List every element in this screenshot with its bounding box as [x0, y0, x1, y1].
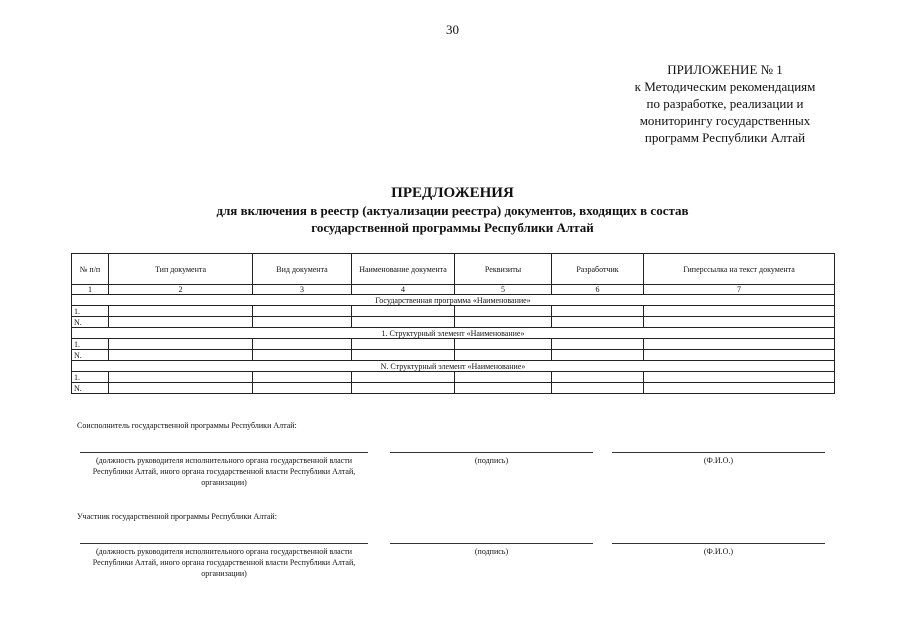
row-number: 1. — [72, 372, 109, 383]
table-cell — [109, 317, 253, 328]
co-executor-heading: Соисполнитель государственной программы Республики Алтай: — [77, 421, 297, 430]
row-number: N. — [72, 383, 109, 394]
table-cell — [352, 306, 455, 317]
table-cell — [552, 306, 644, 317]
section-title: 1. Структурный элемент «Наименование» — [72, 328, 835, 339]
table-cell — [253, 317, 352, 328]
col-header-hyperlink: Гиперссылка на текст документа — [644, 254, 835, 285]
table-cell — [455, 372, 552, 383]
table-cell — [644, 383, 835, 394]
section-row — [72, 361, 835, 372]
row-number: N. — [72, 317, 109, 328]
col-header-details: Реквизиты — [455, 254, 552, 285]
page-number: 30 — [446, 22, 459, 37]
table-cell — [253, 350, 352, 361]
title-main: ПРЕДЛОЖЕНИЯ — [391, 185, 514, 201]
table-row — [72, 383, 835, 394]
table-cell — [352, 383, 455, 394]
table-cell — [109, 339, 253, 350]
col-header-doc-name: Наименование документа — [352, 254, 455, 285]
table-cell — [352, 317, 455, 328]
table-cell — [253, 339, 352, 350]
registry-table — [71, 253, 835, 394]
column-number-row — [72, 285, 835, 295]
signature-line — [390, 543, 593, 544]
column-number: 5 — [455, 285, 552, 295]
name-line — [612, 543, 825, 544]
table-cell — [644, 306, 835, 317]
appendix-line: программ Республики Алтай — [644, 130, 806, 145]
row-number: 1. — [72, 306, 109, 317]
table-header-row — [72, 254, 835, 285]
table-cell — [253, 372, 352, 383]
appendix-line: мониторингу государственных — [639, 113, 811, 128]
table-cell — [552, 372, 644, 383]
column-number: 7 — [644, 285, 835, 295]
section-title: N. Структурный элемент «Наименование» — [72, 361, 835, 372]
participant-heading: Участник государственной программы Республики Алтай: — [77, 512, 277, 521]
row-number: 1. — [72, 339, 109, 350]
section-title: Государственная программа «Наименование» — [72, 295, 835, 306]
table-cell — [352, 350, 455, 361]
table-cell — [109, 372, 253, 383]
table-cell — [352, 372, 455, 383]
appendix-line: к Методическим рекомендациям — [634, 79, 816, 94]
table-cell — [253, 306, 352, 317]
table-cell — [552, 350, 644, 361]
section-row — [72, 295, 835, 306]
title-line-3: государственной программы Республики Алтай — [311, 220, 594, 235]
name-line — [612, 452, 825, 453]
section-row — [72, 328, 835, 339]
table-cell — [455, 350, 552, 361]
column-number: 6 — [552, 285, 644, 295]
position-line — [80, 452, 368, 453]
appendix-block — [580, 61, 870, 146]
column-number: 1 — [72, 285, 109, 295]
col-header-doc-kind: Вид документа — [253, 254, 352, 285]
table-cell — [552, 383, 644, 394]
column-number: 3 — [253, 285, 352, 295]
position-note: (должность руководителя исполнительного органа государственной власти Республики Алтай, иного органа государственной власти Республики Алтай, организации) — [92, 547, 356, 578]
position-note: (должность руководителя исполнительного органа государственной власти Республики Алтай, иного органа государственной власти Республики Алтай, организации) — [92, 456, 356, 487]
appendix-line: ПРИЛОЖЕНИЕ № 1 — [667, 62, 783, 77]
table-cell — [552, 339, 644, 350]
table-cell — [455, 383, 552, 394]
col-header-developer: Разработчик — [552, 254, 644, 285]
table-cell — [455, 339, 552, 350]
table-cell — [109, 383, 253, 394]
document-title — [100, 185, 805, 236]
table-row — [72, 317, 835, 328]
signature-label: (подпись) — [474, 547, 509, 556]
position-line — [80, 543, 368, 544]
signature-label: (подпись) — [474, 456, 509, 465]
column-number: 4 — [352, 285, 455, 295]
name-label: (Ф.И.О.) — [703, 456, 734, 465]
table-cell — [644, 317, 835, 328]
row-number: N. — [72, 350, 109, 361]
table-cell — [644, 339, 835, 350]
table-row — [72, 339, 835, 350]
col-header-doc-type: Тип документа — [109, 254, 253, 285]
signature-line — [390, 452, 593, 453]
name-label: (Ф.И.О.) — [703, 547, 734, 556]
table-cell — [455, 317, 552, 328]
table-cell — [644, 372, 835, 383]
table-row — [72, 350, 835, 361]
table-row — [72, 306, 835, 317]
table-cell — [352, 339, 455, 350]
col-header-number: № п/п — [72, 254, 109, 285]
table-row — [72, 372, 835, 383]
table-cell — [455, 306, 552, 317]
table-cell — [109, 350, 253, 361]
column-number: 2 — [109, 285, 253, 295]
table-cell — [552, 317, 644, 328]
table-cell — [253, 383, 352, 394]
table-cell — [644, 350, 835, 361]
table-cell — [109, 306, 253, 317]
appendix-line: по разработке, реализации и — [646, 96, 804, 111]
title-line-2: для включения в реестр (актуализации реестра) документов, входящих в состав — [216, 203, 689, 218]
